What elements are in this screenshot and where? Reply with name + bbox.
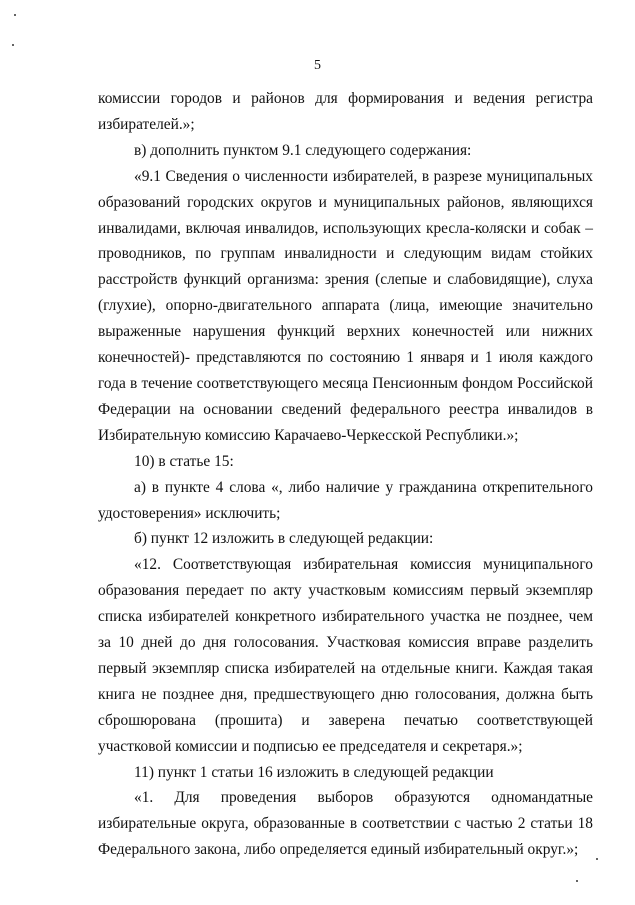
scan-speck [596, 858, 598, 860]
paragraph: в) дополнить пунктом 9.1 следующего содержания: [134, 141, 472, 159]
paragraph: 11) пункт 1 статьи 16 изложить в следующей редакции [134, 763, 494, 781]
document-body [98, 86, 593, 863]
paragraph: а) в пункте 4 слова «, либо наличие у гражданина открепительного удостоверения» исключить; [98, 478, 593, 522]
paragraph: 10) в статье 15: [134, 452, 234, 470]
paragraph: «9.1 Сведения о численности избирателей, в разрезе муниципальных образований городских округов и муниципальных районов, являющихся инвалидами, включая инвалидов, использующих кресла-коляски и собак – проводников, по группам инвалидности и следующим видам стойких расстройств функций организма: зрения (слепые и слабовидящие), слуха (глухие), опорно-двигательного аппарата (лица, имеющие значительно выраженные нарушения функций верхних конечностей или нижних конечностей)- представляются по состоянию 1 января и 1 июля каждого года в течение соответствующего месяца Пенсионным фондом Российской Федерации на основании сведений федерального реестра инвалидов в Избирательную комиссию Карачаево-Черкесской Республики.»; [98, 167, 593, 444]
page-number: 5 [314, 58, 321, 73]
paragraph: «12. Соответствующая избирательная комиссия муниципального образования передает по акту участковым комиссиям первый экземпляр списка избирателей конкретного избирательного участка не позднее, чем за 10 дней до дня голосования. Участковая комиссия вправе разделить первый экземпляр списка избирателей на отдельные книги. Каждая такая книга не позднее дня, предшествующего дню голосования, должна быть сброшюрована (прошита) и заверена печатью соответствующей участковой комиссии и подписью ее председателя и секретаря.»; [98, 556, 593, 755]
paragraph: комиссии городов и районов для формирования и ведения регистра избирателей.»; [98, 90, 593, 133]
scan-speck [12, 44, 14, 46]
paragraph: «1. Для проведения выборов образуются одномандатные избирательные округа, образованные в соответствии с частью 2 статьи 18 Федерального закона, либо определяется единый избирательный округ.»; [98, 789, 593, 859]
scan-speck [576, 880, 578, 882]
paragraph: б) пункт 12 изложить в следующей редакции: [134, 530, 434, 548]
scan-speck [14, 14, 16, 16]
